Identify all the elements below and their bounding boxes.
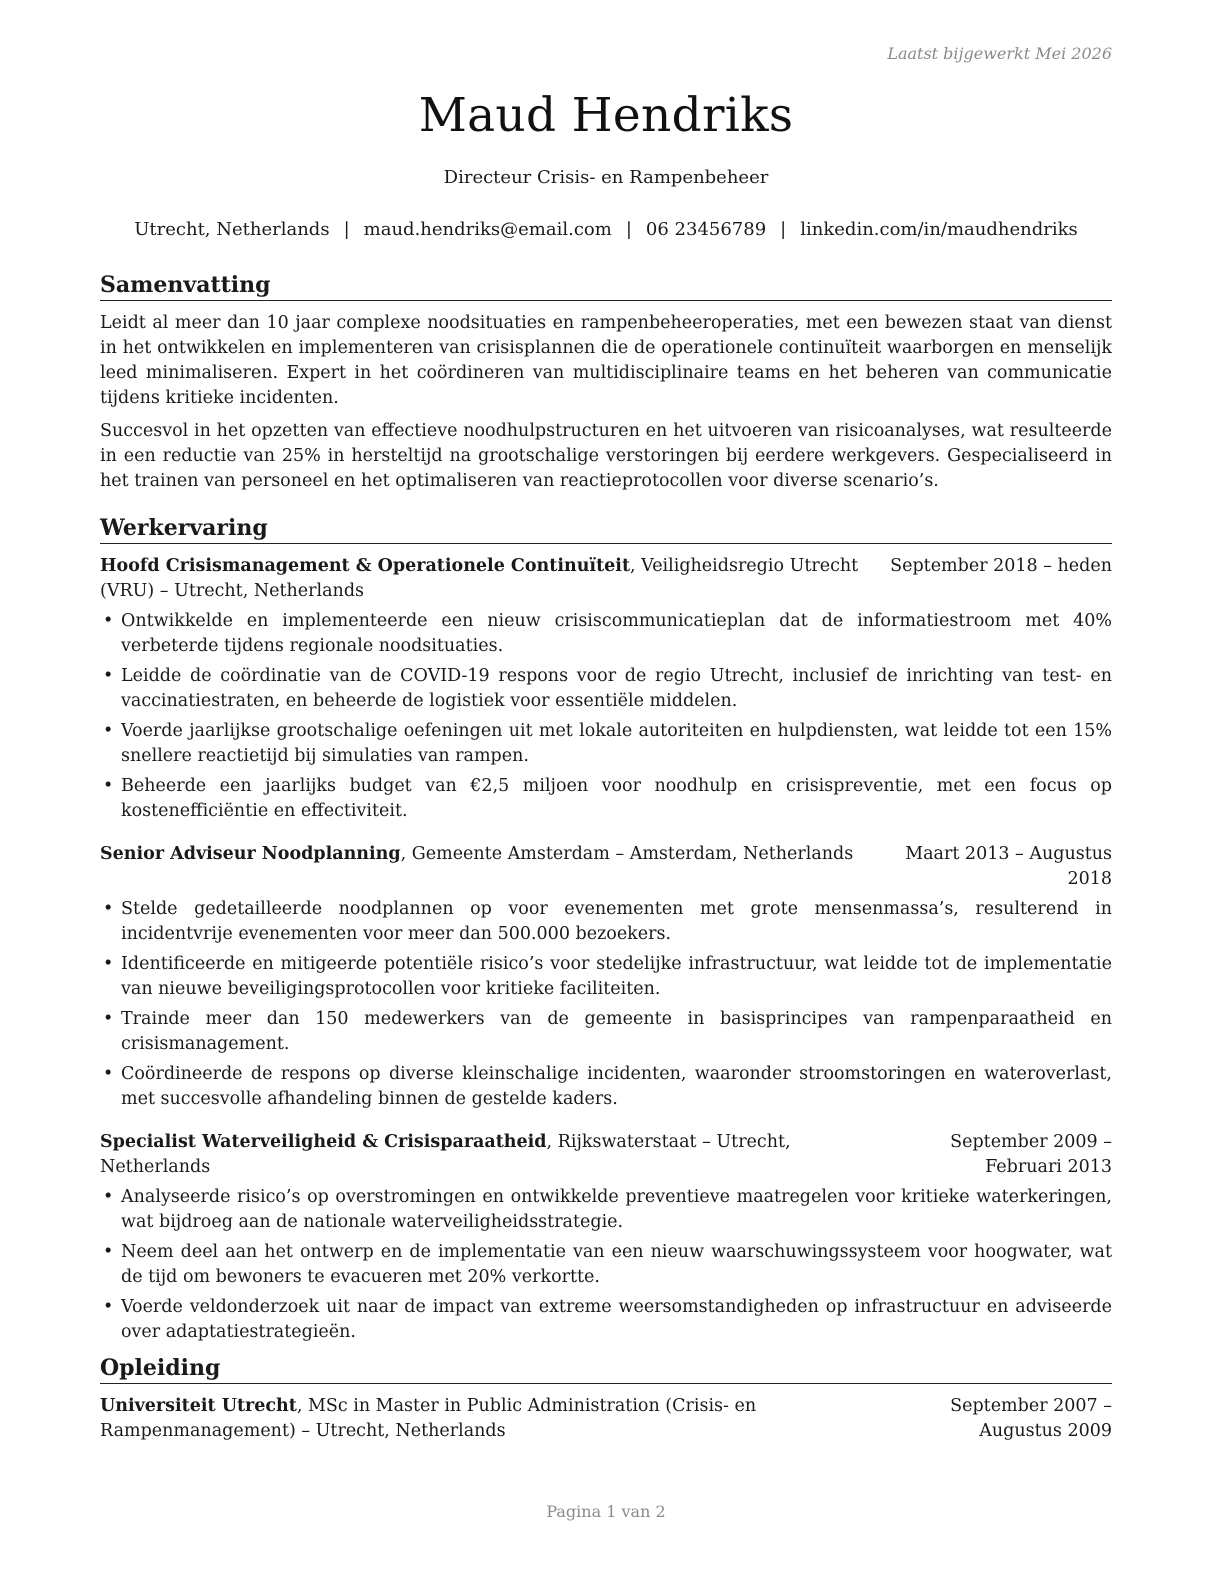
summary-section (100, 271, 1112, 502)
contact-separator: | (780, 219, 787, 240)
list-item: • Ontwikkelde en implementeerde een nieuw crisiscommunicatieplan dat de informatiestroom met 40% verbeterde tijdens regionale noodsituaties. (103, 611, 1112, 656)
job-organization: , Veiligheidsregio Utrecht (VRU) – Utrecht, Netherlands (100, 556, 859, 601)
list-item: • Voerde veldonderzoek uit naar de impact van extreme weersomstandigheden op infrastructuur en adviseerde over adaptatiestrategieën. (103, 1297, 1112, 1342)
job-bullets (100, 1185, 1112, 1345)
list-item: • Neem deel aan het ontwerp en de implementatie van een nieuw waarschuwingssysteem voor hoogwater, wat de tijd om bewoners te evacueren met 20% verkortte. (103, 1242, 1112, 1287)
bullet-icon: • (103, 611, 114, 631)
job-role: Senior Adviseur Noodplanning (100, 844, 401, 864)
contact-separator: | (343, 219, 350, 240)
summary-paragraph: Succesvol in het opzetten van effectieve noodhulpstructuren en het uitvoeren van risicoanalyses, wat resulteerde in een reductie van 25% in hersteltijd na grootschalige verstoringen bij eerdere werkgevers. Gespecialiseerd in het trainen van personeel en het optimaliseren van reactieprotocollen voor diverse scenario’s. (100, 421, 1112, 491)
bullet-icon: • (103, 1064, 114, 1084)
job-header (100, 1130, 1112, 1180)
education-degree: , MSc in Master in Public Administration (Crisis- en Rampenmanagement) – Utrecht, Netherlands (100, 1396, 757, 1441)
bullet-icon: • (103, 1242, 114, 1262)
bullet-icon: • (103, 1297, 114, 1317)
job-header (100, 842, 1112, 892)
job-dates: September 2009 – Februari 2013 (950, 1132, 1112, 1177)
job-title: Directeur Crisis- en Rampenbeheer (443, 167, 769, 188)
contact-phone[interactable]: 06 23456789 (645, 219, 767, 240)
contact-line (100, 219, 1112, 240)
bullet-icon: • (103, 1187, 114, 1207)
experience-section (100, 514, 1112, 1363)
list-item: • Voerde jaarlijkse grootschalige oefeningen uit met lokale autoriteiten en hulpdiensten, wat leidde tot een 15% snellere reactietijd bij simulaties van rampen. (103, 721, 1112, 766)
job-organization: , Gemeente Amsterdam – Amsterdam, Netherlands (400, 844, 854, 864)
list-item: • Identificeerde en mitigeerde potentiële risico’s voor stedelijke infrastructuur, wat leidde tot de implementatie van nieuwe beveiligingsprotocollen voor kritieke faciliteiten. (103, 954, 1112, 999)
resume-page (100, 0, 1112, 1584)
job-organization: , Rijkswaterstaat – Utrecht, Netherlands (100, 1132, 791, 1177)
list-item: • Coördineerde de respons op diverse kleinschalige incidenten, waaronder stroomstoringen en wateroverlast, met succesvolle afhandeling binnen de gestelde kaders. (103, 1064, 1112, 1109)
contact-location: Utrecht, Netherlands (134, 219, 330, 240)
last-updated: Laatst bijgewerkt Mei 2026 (887, 44, 1112, 63)
section-title-summary: Samenvatting (100, 271, 1112, 301)
list-item: • Stelde gedetailleerde noodplannen op voor evenementen met grote mensenmassa’s, resulterend in incidentvrije evenementen voor meer dan 500.000 bezoekers. (103, 899, 1112, 944)
summary-paragraph: Leidt al meer dan 10 jaar complexe noodsituaties en rampenbeheeroperaties, met een bewezen staat van dienst in het ontwikkelen en implementeren van crisisplannen die de operationele continuïteit waarborgen en menselijk leed minimaliseren. Expert in het coördineren van multidisciplinaire teams en het beheren van communicatie tijdens kritieke incidenten. (100, 313, 1112, 408)
job-entry (100, 842, 1112, 1112)
section-title-experience: Werkervaring (100, 514, 1112, 544)
bullet-icon: • (103, 666, 114, 686)
bullet-icon: • (103, 899, 114, 919)
contact-linkedin[interactable]: linkedin.com/in/maudhendriks (800, 219, 1078, 240)
education-dates: September 2007 – Augustus 2009 (950, 1396, 1112, 1441)
job-dates: Maart 2013 – Augustus 2018 (905, 844, 1112, 889)
contact-email[interactable]: maud.hendriks@email.com (363, 219, 612, 240)
section-title-education: Opleiding (100, 1354, 1112, 1384)
education-school: Universiteit Utrecht (100, 1396, 297, 1416)
bullet-icon: • (103, 776, 114, 796)
list-item: • Beheerde een jaarlijks budget van €2,5 miljoen voor noodhulp en crisispreventie, met een focus op kostenefficiëntie en effectiviteit. (103, 776, 1112, 821)
candidate-name: Maud Hendriks (418, 88, 794, 143)
job-bullets (100, 609, 1112, 824)
job-header (100, 554, 1112, 604)
page-number: Pagina 1 van 2 (546, 1502, 666, 1521)
job-role: Hoofd Crisismanagement & Operationele Continuïteit (100, 556, 631, 576)
list-item: • Trainde meer dan 150 medewerkers van de gemeente in basisprincipes van rampenparaatheid en crisismanagement. (103, 1009, 1112, 1054)
job-dates: September 2018 – heden (890, 556, 1112, 576)
list-item: • Leidde de coördinatie van de COVID-19 respons voor de regio Utrecht, inclusief de inrichting van test- en vaccinatiestraten, en beheerde de logistiek voor essentiële middelen. (103, 666, 1112, 711)
bullet-icon: • (103, 721, 114, 741)
job-bullets (100, 897, 1112, 1112)
education-entry (100, 1394, 1112, 1444)
education-section (100, 1354, 1112, 1444)
list-item: • Analyseerde risico’s op overstromingen en ontwikkelde preventieve maatregelen voor kritieke waterkeringen, wat bijdroeg aan de nationale waterveiligheidsstrategie. (103, 1187, 1112, 1232)
job-role: Specialist Waterveiligheid & Crisisparaatheid (100, 1132, 547, 1152)
contact-separator: | (625, 219, 632, 240)
job-entry (100, 1130, 1112, 1345)
bullet-icon: • (103, 1009, 114, 1029)
job-entry (100, 554, 1112, 824)
bullet-icon: • (103, 954, 114, 974)
